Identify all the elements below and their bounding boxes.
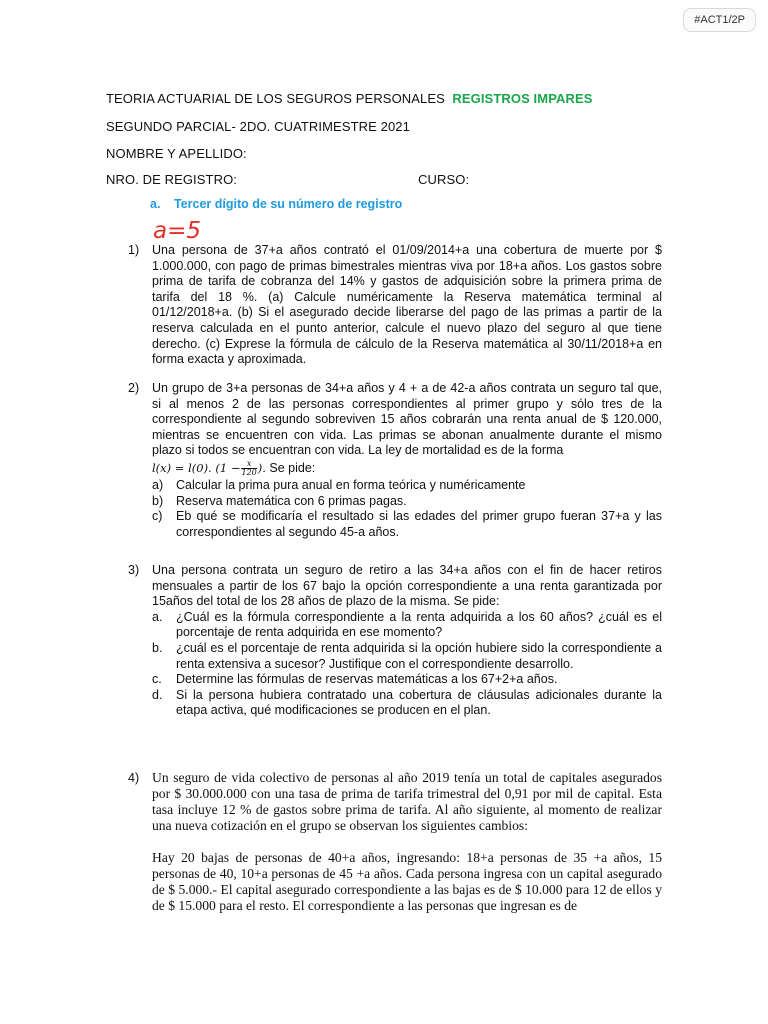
digit-instruction-letter: a. — [150, 197, 161, 211]
sub-question-letter: c. — [152, 672, 162, 687]
sub-question-text: Eb qué se modificaría el resultado si las edades del primer grupo fueran 37+a y las correspondientes al segundo 45-a años. — [176, 509, 662, 539]
formula-right: ). — [257, 460, 266, 475]
question-text: Una persona de 37+a años contrató el 01/09/2014+a una cobertura de muerte por $ 1.000.000, con pago de primas bimestrales mientras viva por 18+a años. Los gastos sobre prima de tarifa de cobranza del 14% y gastos de adquisición sobre la primera prima de tarifa del 18 %. (a) Calcule numéricamente la Reserva matemática terminal al 01/12/2018+a. (b) Si el asegurado decide liberarse del pago de las primas a partir de la reserva calculada en el punto anterior, calcule el nuevo plazo del seguro al que tiene derecho. (c) Exprese la fórmula de cálculo de la Reserva matemática al 30/11/2018+a en forma exacta y aproximada. — [152, 243, 662, 367]
question-3 — [128, 563, 662, 719]
question-text: Un grupo de 3+a personas de 34+a años y 4 + a de 42-a años contrata un seguro tal que, si al menos 2 de las personas correspondientes al primer grupo y sólo tres de la correspondiente al segundo sobreviven 15 años cobrarán una renta anual de $ 120.000, mientras se encuentren con vida. Las primas se abonan anualmente durante el mismo plazo si todos se encuentran con vida. La ley de mortalidad es de la forma — [152, 381, 662, 458]
sub-question — [152, 478, 662, 494]
course-title-text: TEORIA ACTUARIAL DE LOS SEGUROS PERSONALES — [106, 91, 445, 106]
sub-question — [152, 509, 662, 540]
formula-fraction — [241, 460, 256, 477]
question-number: 2) — [128, 381, 140, 395]
sub-question-letter: a) — [152, 477, 164, 492]
exam-title: SEGUNDO PARCIAL- 2DO. CUATRIMESTRE 2021 — [106, 119, 410, 134]
curso-label: CURSO: — [418, 172, 470, 187]
sub-question-list — [152, 478, 662, 540]
question-number: 3) — [128, 563, 140, 577]
sub-question-list — [152, 610, 662, 719]
sub-question-letter: c) — [152, 509, 163, 524]
sub-question-letter: a. — [152, 609, 163, 624]
sub-question — [152, 494, 662, 510]
sub-question-letter: b) — [152, 493, 164, 508]
name-label: NOMBRE Y APELLIDO: — [106, 146, 247, 161]
question-text: Un seguro de vida colectivo de personas al año 2019 tenía un total de capitales asegurados por $ 30.000.000 con una tasa de prima de tarifa trimestral del 0,91 por mil de capital. Esta tasa incluye 12 % de gastos sobre prima de tarifa. Al año siguiente, al momento de realizar una nueva cotización en el grupo se observan los siguientes cambios: — [152, 770, 662, 833]
sub-question-text: Calcular la prima pura anual en forma teórica y numéricamente — [176, 477, 526, 492]
formula-denominator: 120 — [241, 468, 257, 478]
sub-question-text: ¿Cuál es la fórmula correspondiente a la renta adquirida a los 60 años? ¿cuál es el porcentaje de renta adquirida en ese momento? — [176, 609, 662, 640]
sub-question-text: Determine las fórmulas de reservas matemáticas a los 67+2+a años. — [176, 672, 558, 687]
sub-question-text: ¿cuál es el porcentaje de renta adquirida si la opción hubiere sido la correspondiente a renta extensiva a sucesor? Justifique con el correspondiente desarrollo. — [176, 640, 662, 671]
registro-row — [106, 172, 666, 187]
question-number: 4) — [128, 771, 140, 785]
sub-question-letter: d. — [152, 687, 163, 702]
mortality-formula — [152, 459, 662, 478]
sub-question-letter: b. — [152, 640, 163, 655]
formula-tail: Se pide: — [265, 460, 316, 475]
formula-numerator: x — [241, 460, 256, 469]
sub-question — [152, 672, 662, 688]
digit-instruction-text: Tercer dígito de su número de registro — [174, 197, 403, 211]
sub-question-text: Reserva matemática con 6 primas pagas. — [176, 493, 407, 508]
question-2 — [128, 381, 662, 540]
sub-question — [152, 688, 662, 719]
sub-question — [152, 641, 662, 672]
course-title — [106, 91, 593, 106]
question-text: Una persona contrata un seguro de retiro a las 34+a años con el fin de hacer retiros mensuales a partir de los 67 bajo la opción correspondiente a una renta garantizada por 15años del total de los 28 años de plazo de la misma. Se pide: — [152, 563, 662, 609]
question-4 — [128, 770, 662, 914]
tag-badge: #ACT1/2P — [683, 8, 756, 32]
handwritten-value-text: a=5 — [153, 218, 201, 244]
sub-question — [152, 610, 662, 641]
question-number: 1) — [128, 243, 140, 257]
registro-label: NRO. DE REGISTRO: — [106, 172, 237, 187]
digit-instruction — [150, 197, 402, 211]
sub-question-text: Si la persona hubiera contratado una cobertura de cláusulas adicionales durante la etapa activa, qué modificaciones se producen en el plan. — [176, 687, 662, 718]
question-text-continued: Hay 20 bajas de personas de 40+a años, ingresando: 18+a personas de 35 +a años, 15 personas de 40, 10+a personas de 45 +a años. Cada persona ingresa con un capital asegurado de $ 5.000.- El capital asegurado correspondiente a las bajas es de $ 10.000 para 12 de ellos y de $ 15.000 para el resto. El correspondiente a las personas que ingresan es de — [152, 850, 662, 913]
handwritten-value — [153, 214, 203, 244]
formula-left: l(x) = l(0). (1 − — [152, 460, 241, 475]
question-1 — [128, 243, 662, 368]
registros-label: REGISTROS IMPARES — [452, 91, 593, 106]
